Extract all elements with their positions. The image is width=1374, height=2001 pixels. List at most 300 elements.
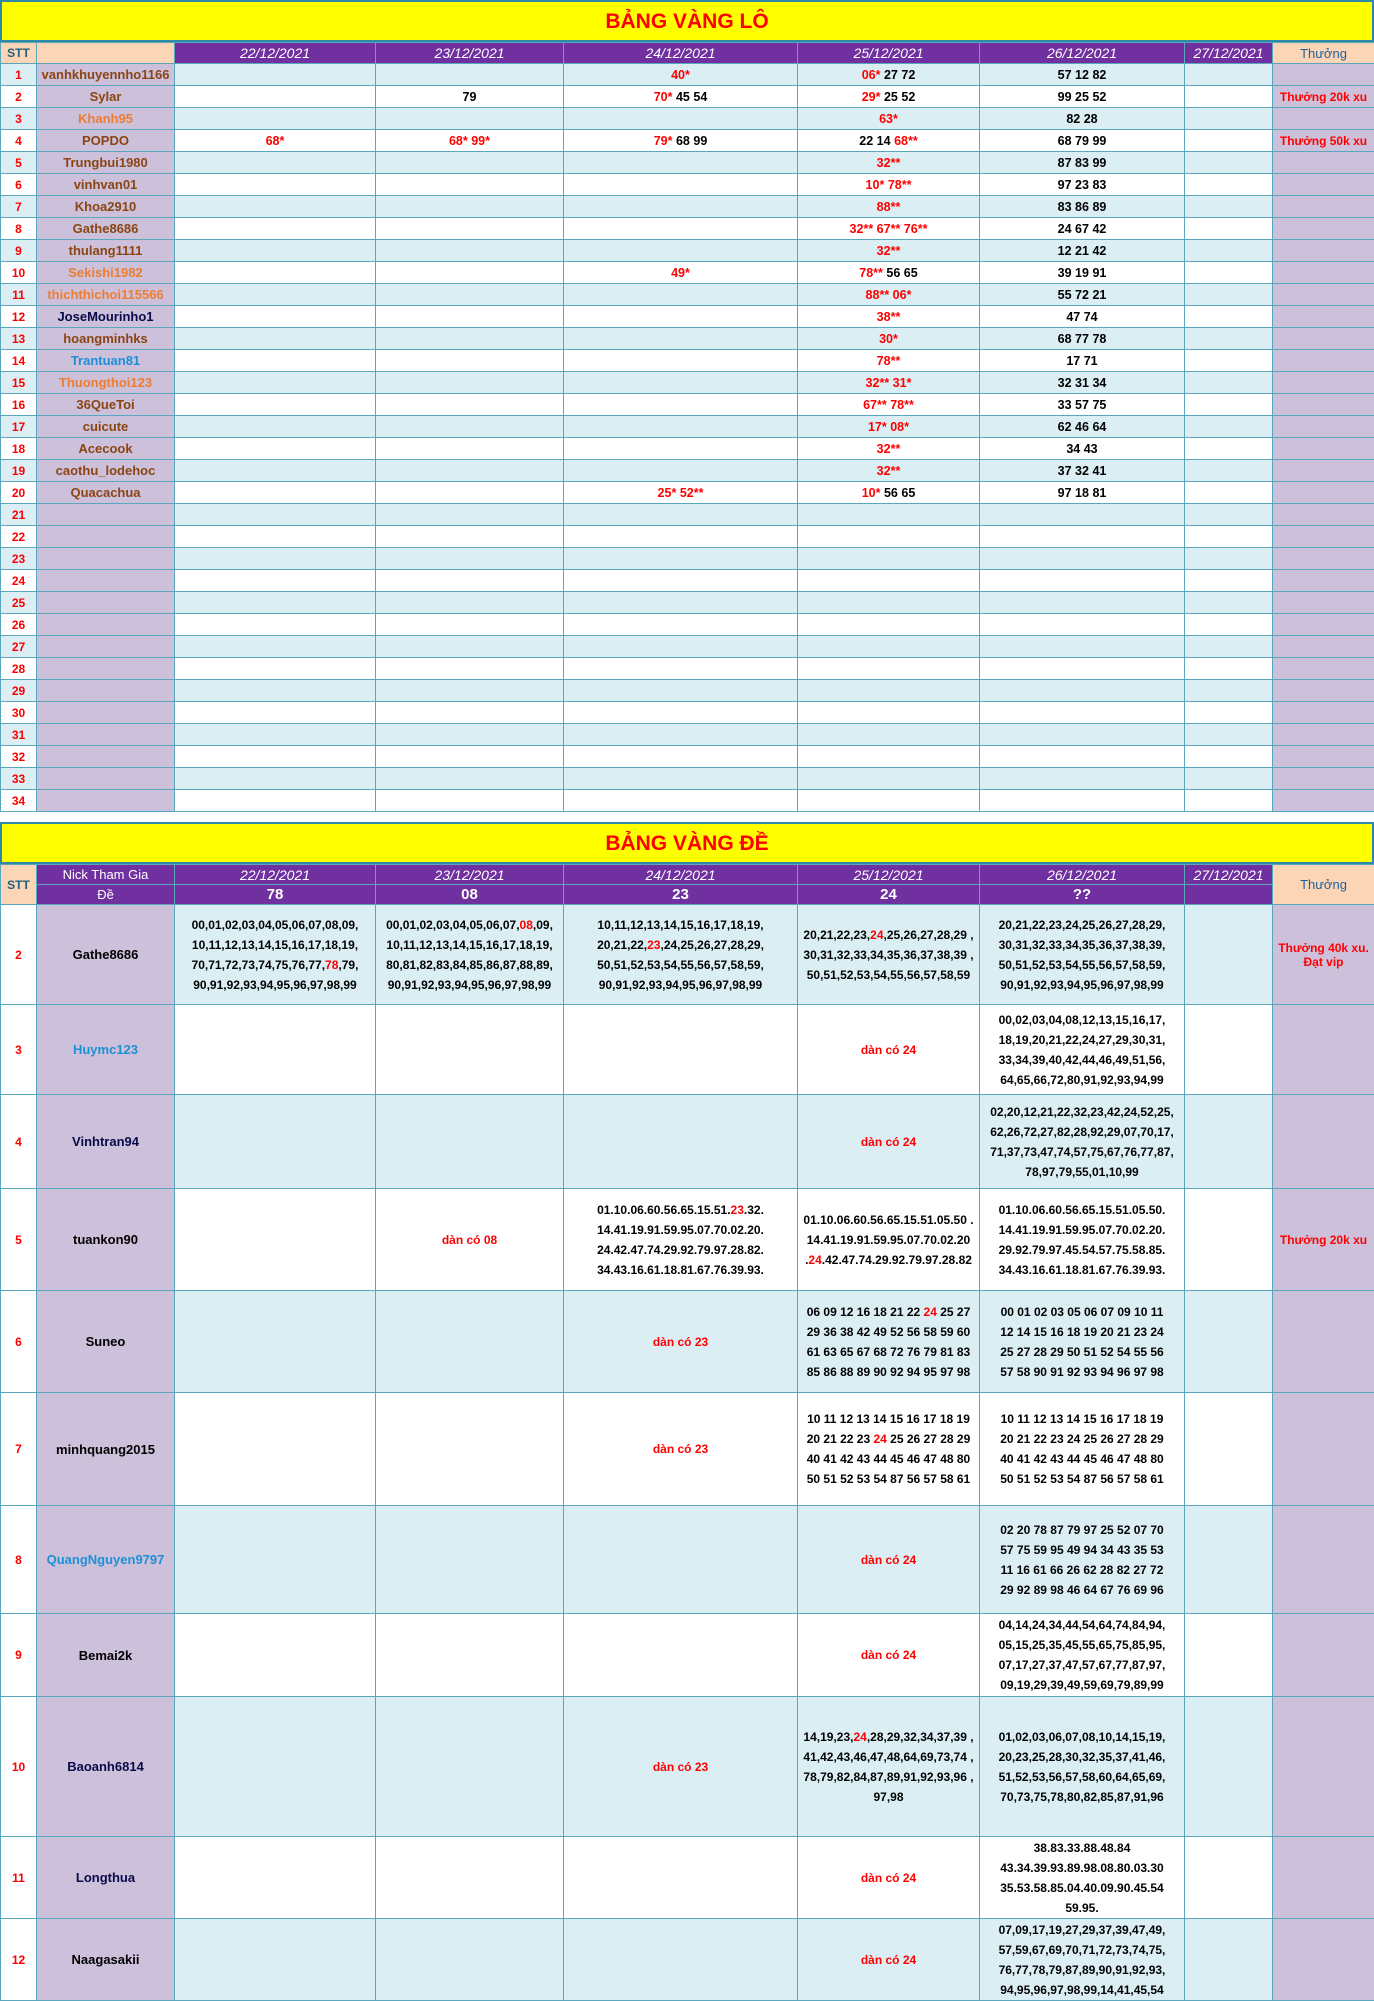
lo-cell (564, 724, 798, 746)
lo-stt: 23 (1, 548, 37, 570)
de-number-chunk: 06 09 12 16 18 21 22 (807, 1305, 924, 1319)
de-number-chunk: 29.92.79.97.45.54.57.75.58.85. (999, 1243, 1166, 1257)
lo-nick (37, 504, 175, 526)
de-cell (376, 1697, 564, 1837)
de-result-row (1, 885, 1374, 905)
lo-stt: 31 (1, 724, 37, 746)
lo-cell (1185, 614, 1273, 636)
de-number-chunk: 62,26,72,27,82,28,92,29,07,70,17, (990, 1125, 1174, 1139)
lo-cell (1185, 350, 1273, 372)
dan-co-note: dàn có 24 (861, 1135, 916, 1149)
de-cell (980, 1095, 1185, 1189)
lo-stt: 25 (1, 592, 37, 614)
de-number-chunk: 24 (870, 928, 883, 942)
lo-stt: 20 (1, 482, 37, 504)
lo-cell (564, 152, 798, 174)
lo-row (1, 482, 1374, 504)
lo-cell (175, 658, 376, 680)
lo-cell (376, 526, 564, 548)
de-number-chunk: 04,14,24,34,44,54,64,74,84,94, (999, 1618, 1166, 1632)
de-cell (1185, 1095, 1273, 1189)
lo-cell: 12 21 42 (980, 240, 1185, 262)
lo-cell (980, 614, 1185, 636)
lo-cell (1185, 460, 1273, 482)
de-thuong: Thưởng 20k xu (1273, 1189, 1374, 1291)
de-number-chunk: 70,71,72,73,74,75,76,77, (192, 958, 325, 972)
de-nick: Baoanh6814 (37, 1697, 175, 1837)
lo-cell (980, 658, 1185, 680)
de-number-chunk: 38.83.33.88.48.84 (1034, 1841, 1131, 1855)
lo-thuong (1273, 636, 1374, 658)
de-number-chunk: 30,31,32,33,34,35,36,37,38,39 , (803, 948, 973, 962)
de-nick: QuangNguyen9797 (37, 1506, 175, 1614)
lo-stt: 2 (1, 86, 37, 108)
lo-cell (798, 504, 980, 526)
de-cell (376, 1506, 564, 1614)
lo-thuong (1273, 284, 1374, 306)
de-cell (1185, 1697, 1273, 1837)
de-number-chunk: 78,79,82,84,87,89,91,92,93,96 , (803, 1770, 973, 1784)
de-number-chunk: ,24,25,26,27,28,29, (660, 938, 763, 952)
de-thuong: Thưởng 40k xu. Đạt vip (1273, 905, 1374, 1005)
lo-nick (37, 548, 175, 570)
lo-cell (376, 614, 564, 636)
lo-thuong (1273, 108, 1374, 130)
de-number-chunk: 01.10.06.60.56.65.15.51. (597, 1203, 730, 1217)
de-thuong (1273, 1697, 1374, 1837)
lo-nick: POPDO (37, 130, 175, 152)
lo-nick (37, 636, 175, 658)
lo-cell (1185, 284, 1273, 306)
lo-cell (564, 636, 798, 658)
de-number-chunk: 50,51,52,53,54,55,56,57,58,59, (999, 958, 1166, 972)
lo-cell (564, 108, 798, 130)
lo-cell (1185, 504, 1273, 526)
de-number-chunk: 90,91,92,93,94,95,96,97,98,99 (388, 978, 551, 992)
lo-row (1, 86, 1374, 108)
de-number-chunk: 29 36 38 42 49 52 56 58 59 60 (807, 1325, 970, 1339)
de-cell (980, 1005, 1185, 1095)
de-result: ?? (980, 885, 1185, 905)
lo-cell (1185, 768, 1273, 790)
de-cell (564, 1095, 798, 1189)
lo-thuong (1273, 416, 1374, 438)
lo-cell (564, 394, 798, 416)
de-cell (564, 1005, 798, 1095)
lo-thuong: Thưởng 20k xu (1273, 86, 1374, 108)
de-cell (175, 1393, 376, 1506)
lo-stt: 27 (1, 636, 37, 658)
lo-thuong (1273, 394, 1374, 416)
lo-cell (564, 504, 798, 526)
lo-cell (564, 548, 798, 570)
lo-thuong (1273, 570, 1374, 592)
lo-cell (376, 416, 564, 438)
de-nick: Gathe8686 (37, 905, 175, 1005)
de-cell (980, 1393, 1185, 1506)
de-thuong (1273, 1837, 1374, 1919)
lo-cell (376, 372, 564, 394)
lo-stt: 30 (1, 702, 37, 724)
lo-cell (798, 614, 980, 636)
lo-cell: 79 (376, 86, 564, 108)
lo-stt: 15 (1, 372, 37, 394)
lo-cell: 49* (564, 262, 798, 284)
lo-cell (564, 702, 798, 724)
lo-stt: 5 (1, 152, 37, 174)
lo-cell (980, 636, 1185, 658)
lo-stt: 12 (1, 306, 37, 328)
lo-thuong (1273, 790, 1374, 812)
lo-row (1, 152, 1374, 174)
de-result: 23 (564, 885, 798, 905)
de-number-chunk: 51,52,53,56,57,58,60,64,65,69, (999, 1770, 1166, 1784)
lo-cell (1185, 328, 1273, 350)
lo-cell (980, 790, 1185, 812)
lo-stt: 16 (1, 394, 37, 416)
lo-nick (37, 658, 175, 680)
de-number-chunk: 09,19,29,39,49,59,69,79,89,99 (1000, 1678, 1163, 1692)
de-cell (798, 905, 980, 1005)
lo-cell (564, 416, 798, 438)
lo-cell (798, 768, 980, 790)
de-result: 78 (175, 885, 376, 905)
lo-header-date: 25/12/2021 (798, 43, 980, 64)
lo-thuong (1273, 548, 1374, 570)
lo-cell (1185, 790, 1273, 812)
lo-nick: hoangminhks (37, 328, 175, 350)
dan-co-note: dàn có 23 (653, 1442, 708, 1456)
de-number-chunk: .42.47.74.29.92.79.97.28.82 (822, 1253, 972, 1267)
lo-cell (376, 658, 564, 680)
de-row (1, 905, 1374, 1005)
de-nick: Longthua (37, 1837, 175, 1919)
lo-nick: Quacachua (37, 482, 175, 504)
lo-row (1, 460, 1374, 482)
de-cell (564, 1697, 798, 1837)
de-number-chunk: 34.43.16.61.18.81.67.76.39.93. (999, 1263, 1166, 1277)
de-nick: tuankon90 (37, 1189, 175, 1291)
de-cell (376, 1837, 564, 1919)
de-number-chunk: 10,11,12,13,14,15,16,17,18,19, (597, 918, 763, 932)
de-number-chunk: 10,11,12,13,14,15,16,17,18,19, (192, 938, 358, 952)
de-number-chunk: 11 16 61 66 26 62 28 82 27 72 (1001, 1563, 1164, 1577)
de-number-chunk: 29 92 89 98 46 64 67 76 69 96 (1000, 1583, 1163, 1597)
de-number-chunk: 64,65,66,72,80,91,92,93,94,99 (1000, 1073, 1163, 1087)
de-cell (980, 905, 1185, 1005)
lo-cell: 25* 52** (564, 482, 798, 504)
lo-row (1, 724, 1374, 746)
lo-row (1, 790, 1374, 812)
lo-header-date: 27/12/2021 (1185, 43, 1273, 64)
lo-cell: 87 83 99 (980, 152, 1185, 174)
de-cell (175, 1614, 376, 1697)
lo-cell: 63* (798, 108, 980, 130)
lo-header-row (1, 43, 1374, 64)
de-cell (1185, 1506, 1273, 1614)
de-header-date: 22/12/2021 (175, 865, 376, 885)
lo-cell (175, 680, 376, 702)
lo-thuong (1273, 240, 1374, 262)
de-number-chunk: 02 20 78 87 79 97 25 52 07 70 (1000, 1523, 1163, 1537)
de-header-date: 25/12/2021 (798, 865, 980, 885)
lo-nick: thulang1111 (37, 240, 175, 262)
de-number-chunk: 78,97,79,55,01,10,99 (1025, 1165, 1138, 1179)
lo-cell (376, 240, 564, 262)
lo-row (1, 636, 1374, 658)
de-number-chunk: 90,91,92,93,94,95,96,97,98,99 (193, 978, 356, 992)
de-stt: 6 (1, 1291, 37, 1393)
de-header-date: 24/12/2021 (564, 865, 798, 885)
de-nick: Suneo (37, 1291, 175, 1393)
lo-cell (1185, 592, 1273, 614)
lo-row (1, 306, 1374, 328)
de-row (1, 1837, 1374, 1919)
de-cell (564, 1506, 798, 1614)
lo-cell (980, 746, 1185, 768)
de-cell (980, 1506, 1185, 1614)
lo-cell (564, 592, 798, 614)
lo-cell (798, 746, 980, 768)
lo-cell: 88** (798, 196, 980, 218)
de-number-chunk: ,28,29,32,34,37,39 , (867, 1730, 974, 1744)
lo-row (1, 614, 1374, 636)
lo-row (1, 702, 1374, 724)
lo-cell (175, 592, 376, 614)
lo-nick: vanhkhuyennho1166 (37, 64, 175, 86)
de-row (1, 1919, 1374, 2001)
lo-cell (376, 790, 564, 812)
lo-nick (37, 592, 175, 614)
lo-cell: 68 77 78 (980, 328, 1185, 350)
de-number-chunk: 00,01,02,03,04,05,06,07,08,09, (192, 918, 359, 932)
lo-stt: 13 (1, 328, 37, 350)
lo-cell (376, 262, 564, 284)
de-number-chunk: 10 11 12 13 14 15 16 17 18 19 (807, 1412, 970, 1426)
de-number-chunk: 50 51 52 53 54 87 56 57 58 61 (1000, 1472, 1163, 1486)
lo-row (1, 328, 1374, 350)
lo-cell (980, 724, 1185, 746)
lo-header-date: 22/12/2021 (175, 43, 376, 64)
lo-cell (175, 218, 376, 240)
de-thuong (1273, 1393, 1374, 1506)
de-header-row (1, 865, 1374, 885)
lo-stt: 8 (1, 218, 37, 240)
lo-cell (798, 570, 980, 592)
de-row (1, 1393, 1374, 1506)
de-stt: 2 (1, 905, 37, 1005)
lo-stt: 21 (1, 504, 37, 526)
lo-cell (798, 636, 980, 658)
de-stt: 9 (1, 1614, 37, 1697)
lo-row (1, 680, 1374, 702)
de-number-chunk: 40 41 42 43 44 45 46 47 48 80 (1000, 1452, 1163, 1466)
lo-thuong (1273, 438, 1374, 460)
de-title: BẢNG VÀNG ĐỀ (0, 822, 1374, 864)
de-nick: Naagasakii (37, 1919, 175, 2001)
lo-cell (376, 592, 564, 614)
lo-cell (376, 570, 564, 592)
de-number-chunk: 24 (873, 1432, 886, 1446)
de-number-chunk: 70,73,75,78,80,82,85,87,91,96 (1000, 1790, 1163, 1804)
de-row (1, 1697, 1374, 1837)
lo-cell (175, 306, 376, 328)
lo-thuong (1273, 306, 1374, 328)
lo-cell (376, 482, 564, 504)
lo-stt: 24 (1, 570, 37, 592)
lo-cell (1185, 372, 1273, 394)
de-cell (980, 1291, 1185, 1393)
de-cell (175, 1697, 376, 1837)
de-cell (798, 1919, 980, 2001)
lo-nick: Gathe8686 (37, 218, 175, 240)
lo-thuong (1273, 152, 1374, 174)
de-header-stt: STT (1, 865, 37, 905)
lo-cell (1185, 702, 1273, 724)
lo-cell (175, 460, 376, 482)
de-nick: Vinhtran94 (37, 1095, 175, 1189)
lo-cell: 68* (175, 130, 376, 152)
lo-cell (175, 174, 376, 196)
de-number-chunk: 35.53.58.85.04.40.09.90.45.54 (1000, 1881, 1163, 1895)
lo-cell (175, 438, 376, 460)
lo-cell (980, 526, 1185, 548)
lo-cell (798, 680, 980, 702)
de-stt: 12 (1, 1919, 37, 2001)
lo-cell: 32** (798, 240, 980, 262)
de-number-chunk: 23 (731, 1203, 744, 1217)
lo-thuong (1273, 746, 1374, 768)
lo-cell (564, 570, 798, 592)
lo-cell: 55 72 21 (980, 284, 1185, 306)
lo-nick (37, 680, 175, 702)
lo-cell: 97 18 81 (980, 482, 1185, 504)
de-number-chunk: 14.41.19.91.59.95.07.70.02.20. (597, 1223, 764, 1237)
lo-row (1, 130, 1374, 152)
lo-cell (1185, 174, 1273, 196)
lo-row (1, 262, 1374, 284)
lo-cell (564, 746, 798, 768)
de-cell (564, 1393, 798, 1506)
lo-cell (175, 636, 376, 658)
lo-header-stt: STT (1, 43, 37, 64)
lo-cell (564, 174, 798, 196)
lo-stt: 26 (1, 614, 37, 636)
de-cell (1185, 1005, 1273, 1095)
lo-nick: Sekishi1982 (37, 262, 175, 284)
lo-cell (376, 64, 564, 86)
de-number-chunk: 14.41.19.91.59.95.07.70.02.20 . (805, 1233, 970, 1267)
lo-cell (564, 372, 798, 394)
de-number-chunk: 90,91,92,93,94,95,96,97,98,99 (1000, 978, 1163, 992)
de-cell (798, 1506, 980, 1614)
lo-cell (1185, 636, 1273, 658)
de-thuong (1273, 1005, 1374, 1095)
de-number-chunk: 01.10.06.60.56.65.15.51.05.50. (999, 1203, 1166, 1217)
lo-nick: Thuongthoi123 (37, 372, 175, 394)
lo-thuong (1273, 768, 1374, 790)
dan-co-note: dàn có 08 (442, 1233, 497, 1247)
lo-nick: 36QueToi (37, 394, 175, 416)
de-cell (564, 1189, 798, 1291)
lo-cell (564, 350, 798, 372)
lo-cell: 38** (798, 306, 980, 328)
de-cell (376, 1393, 564, 1506)
de-row (1, 1614, 1374, 1697)
lo-cell (564, 218, 798, 240)
lo-title: BẢNG VÀNG LÔ (0, 0, 1374, 42)
lo-cell (376, 746, 564, 768)
lo-cell: 06* 27 72 (798, 64, 980, 86)
lo-nick: Acecook (37, 438, 175, 460)
de-number-chunk: 41,42,43,46,47,48,64,69,73,74 , (803, 1750, 973, 1764)
de-number-chunk: 57 58 90 91 92 93 94 96 97 98 (1000, 1365, 1163, 1379)
de-header-date: 23/12/2021 (376, 865, 564, 885)
lo-stt: 6 (1, 174, 37, 196)
lo-cell (1185, 152, 1273, 174)
dan-co-note: dàn có 24 (861, 1043, 916, 1057)
de-number-chunk: .32. (744, 1203, 764, 1217)
de-cell (564, 1919, 798, 2001)
de-number-chunk: 20 21 22 23 (807, 1432, 874, 1446)
lo-cell (175, 768, 376, 790)
lo-row (1, 284, 1374, 306)
de-nick: Huymc123 (37, 1005, 175, 1095)
lo-cell: 70* 45 54 (564, 86, 798, 108)
de-thuong (1273, 1095, 1374, 1189)
de-number-chunk: 40 41 42 43 44 45 46 47 48 80 (807, 1452, 970, 1466)
lo-row (1, 64, 1374, 86)
lo-stt: 17 (1, 416, 37, 438)
lo-thuong (1273, 482, 1374, 504)
de-cell (798, 1837, 980, 1919)
lo-cell: 24 67 42 (980, 218, 1185, 240)
lo-cell: 32** (798, 460, 980, 482)
lo-cell (798, 724, 980, 746)
de-cell (980, 1189, 1185, 1291)
de-number-chunk: 50,51,52,53,54,55,56,57,58,59, (597, 958, 764, 972)
lo-cell (376, 284, 564, 306)
lo-cell: 82 28 (980, 108, 1185, 130)
de-header-date: 26/12/2021 (980, 865, 1185, 885)
lo-thuong: Thưởng 50k xu (1273, 130, 1374, 152)
de-number-chunk: 10 11 12 13 14 15 16 17 18 19 (1001, 1412, 1164, 1426)
lo-cell (798, 526, 980, 548)
lo-cell: 17 71 (980, 350, 1185, 372)
de-number-chunk: 00,01,02,03,04,05,06,07, (386, 918, 519, 932)
lo-cell (1185, 64, 1273, 86)
lo-cell (376, 328, 564, 350)
lo-cell (1185, 548, 1273, 570)
lo-cell: 67** 78** (798, 394, 980, 416)
lo-stt: 4 (1, 130, 37, 152)
lo-stt: 14 (1, 350, 37, 372)
de-number-chunk: 90,91,92,93,94,95,96,97,98,99 (599, 978, 762, 992)
lo-stt: 29 (1, 680, 37, 702)
de-number-chunk: 24.42.47.74.29.92.79.97.28.82. (597, 1243, 764, 1257)
lo-nick (37, 768, 175, 790)
lo-header-date: 24/12/2021 (564, 43, 798, 64)
lo-cell (175, 350, 376, 372)
lo-cell (1185, 570, 1273, 592)
de-number-chunk: 20,21,22, (597, 938, 647, 952)
de-number-chunk: ,79, (338, 958, 358, 972)
de-number-chunk: 50,51,52,53,54,55,56,57,58,59 (807, 968, 970, 982)
de-cell (1185, 1837, 1273, 1919)
de-header-date: 27/12/2021 (1185, 865, 1273, 885)
lo-cell (564, 768, 798, 790)
lo-cell (564, 790, 798, 812)
